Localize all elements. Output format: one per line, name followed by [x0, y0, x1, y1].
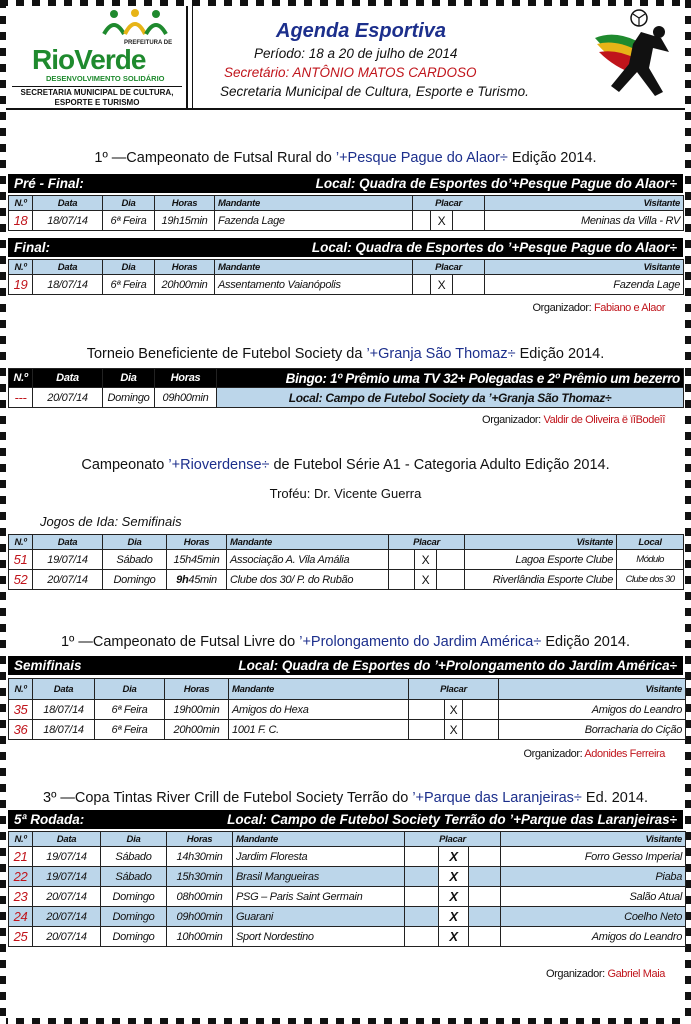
table-row: 51 19/07/14 Sábado 15h45min Associação A. Vila Amália X Lagoa Esporte Clube Módulo	[9, 550, 684, 570]
table-semifinais-serie-a1	[8, 534, 684, 590]
section-title-copa-tintas: 3º —Copa Tintas River Crill de Futebol Society Terrão do ’+Parque das Laranjeiras÷ Ed. 2014.	[43, 790, 648, 806]
table-row: --- 20/07/14 Domingo 09h00min Local: Campo de Futebol Society da ’+Granja São Thomaz÷	[9, 388, 684, 408]
logo-desenvolvimento: DESENVOLVIMENTO SOLIDÁRIO	[46, 74, 165, 83]
table-torneio	[8, 368, 684, 408]
soccer-player-emblem	[589, 8, 675, 100]
stage-bar-5a-rodada: 5ª Rodada: Local: Campo de Futebol Society Terrão do ’+Parque das Laranjeiras÷	[8, 810, 683, 829]
table-row: 35 18/07/14 6ª Feira 19h00min Amigos do Hexa X Amigos do Leandro	[9, 700, 686, 720]
trofeu-text: Troféu: Dr. Vicente Guerra	[269, 486, 422, 501]
table-semifinais-futsal	[8, 678, 686, 740]
table-header-row: N.º Data Dia Horas Bingo: 1º Prêmio uma TV 32+ Polegadas e 2º Prêmio um bezerro	[9, 369, 684, 388]
logo-secretaria: SECRETARIA MUNICIPAL DE CULTURA, ESPORTE E TURISMO	[12, 86, 182, 108]
section-title-torneio-society: Torneio Beneficiente de Futebol Society da ’+Granja São Thomaz÷ Edição 2014.	[86, 346, 605, 362]
organizer-note: Organizador: Adonides Ferreira	[523, 748, 665, 760]
bingo-note: Bingo: 1º Prêmio uma TV 32+ Polegadas e 2º Prêmio um bezerro	[217, 369, 684, 388]
table-row: 24 20/07/14 Domingo 09h00min Guarani X Coelho Neto	[9, 907, 686, 927]
table-row: 18 18/07/14 6ª Feira 19h15min Fazenda Lage X Meninas da Villa - RV	[9, 211, 684, 231]
table-header-row: N.º Data Dia Horas Mandante Placar Visitante Local	[9, 535, 684, 550]
header-divider-thin	[192, 6, 193, 108]
table-header-row: N.º Data Dia Horas Mandante Placar Visitante	[9, 832, 686, 847]
header-divider	[186, 6, 188, 108]
table-header-row: N.º Data Dia Horas Mandante Placar Visitante	[9, 196, 684, 211]
table-row: 22 19/07/14 Sábado 15h30min Brasil Mangueiras X Piaba	[9, 867, 686, 887]
periodo-text: Período: 18 a 20 de julho de 2014	[254, 46, 458, 61]
checkered-border-bottom	[0, 1018, 691, 1024]
table-5a-rodada	[8, 831, 686, 947]
table-final	[8, 259, 684, 295]
stage-bar-final: Final: Local: Quadra de Esportes do ’+Pesque Pague do Alaor÷	[8, 238, 683, 257]
section-title-futsal-rural: 1º —Campeonato de Futsal Rural do ’+Pesque Pague do Alaor÷ Edição 2014.	[94, 150, 597, 166]
section-title-rioverdense: Campeonato ’+Rioverdense÷ de Futebol Série A1 - Categoria Adulto Edição 2014.	[81, 457, 610, 473]
table-header-row: N.º Data Dia Horas Mandante Placar Visitante	[9, 679, 686, 700]
stage-bar-pre-final: Pré - Final: Local: Quadra de Esportes do’+Pesque Pague do Alaor÷	[8, 174, 683, 193]
logo-prefeitura: PREFEITURA DE	[124, 40, 173, 46]
table-row: 19 18/07/14 6ª Feira 20h00min Assentamento Vaianópolis X Fazenda Lage	[9, 275, 684, 295]
secretaria-text: Secretaria Municipal de Cultura, Esporte e Turismo.	[220, 84, 529, 99]
stage-bar-semifinais: Semifinais Local: Quadra de Esportes do ’+Prolongamento do Jardim América÷	[8, 656, 683, 675]
hour-cell: 9h45min	[167, 570, 227, 590]
organizer-note: Organizador: Valdir de Oliveira ë ïîBodeîî	[482, 414, 665, 426]
table-pre-final	[8, 195, 684, 231]
page-title: Agenda Esportiva	[276, 20, 447, 42]
table-row: 25 20/07/14 Domingo 10h00min Sport Nordestino X Amigos do Leandro	[9, 927, 686, 947]
rioverde-logo	[12, 8, 182, 108]
jogos-ida-label: Jogos de Ida: Semifinais	[40, 514, 182, 529]
secretario-text: Secretário: ANTÔNIO MATOS CARDOSO	[224, 65, 477, 80]
table-header-row: N.º Data Dia Horas Mandante Placar Visitante	[9, 260, 684, 275]
page-header	[6, 6, 685, 110]
table-row: 52 20/07/14 Domingo 9h45min Clube dos 30/ P. do Rubão X Riverlândia Esporte Clube Clube dos 30	[9, 570, 684, 590]
logo-brand: RioVerde	[32, 44, 146, 75]
people-figures-icon	[100, 8, 170, 36]
table-row: 36 18/07/14 6ª Feira 20h00min 1001 F. C. X Borracharia do Cição	[9, 720, 686, 740]
table-row: 21 19/07/14 Sábado 14h30min Jardim Floresta X Forro Gesso Imperial	[9, 847, 686, 867]
organizer-note: Organizador: Fabiano e Alaor	[532, 302, 665, 314]
organizer-note: Organizador: Gabriel Maia	[545, 968, 665, 980]
section-title-futsal-livre: 1º —Campeonato de Futsal Livre do ’+Prolongamento do Jardim América÷ Edição 2014.	[60, 634, 630, 650]
table-row: 23 20/07/14 Domingo 08h00min PSG – Paris Saint Germain X Salão Atual	[9, 887, 686, 907]
